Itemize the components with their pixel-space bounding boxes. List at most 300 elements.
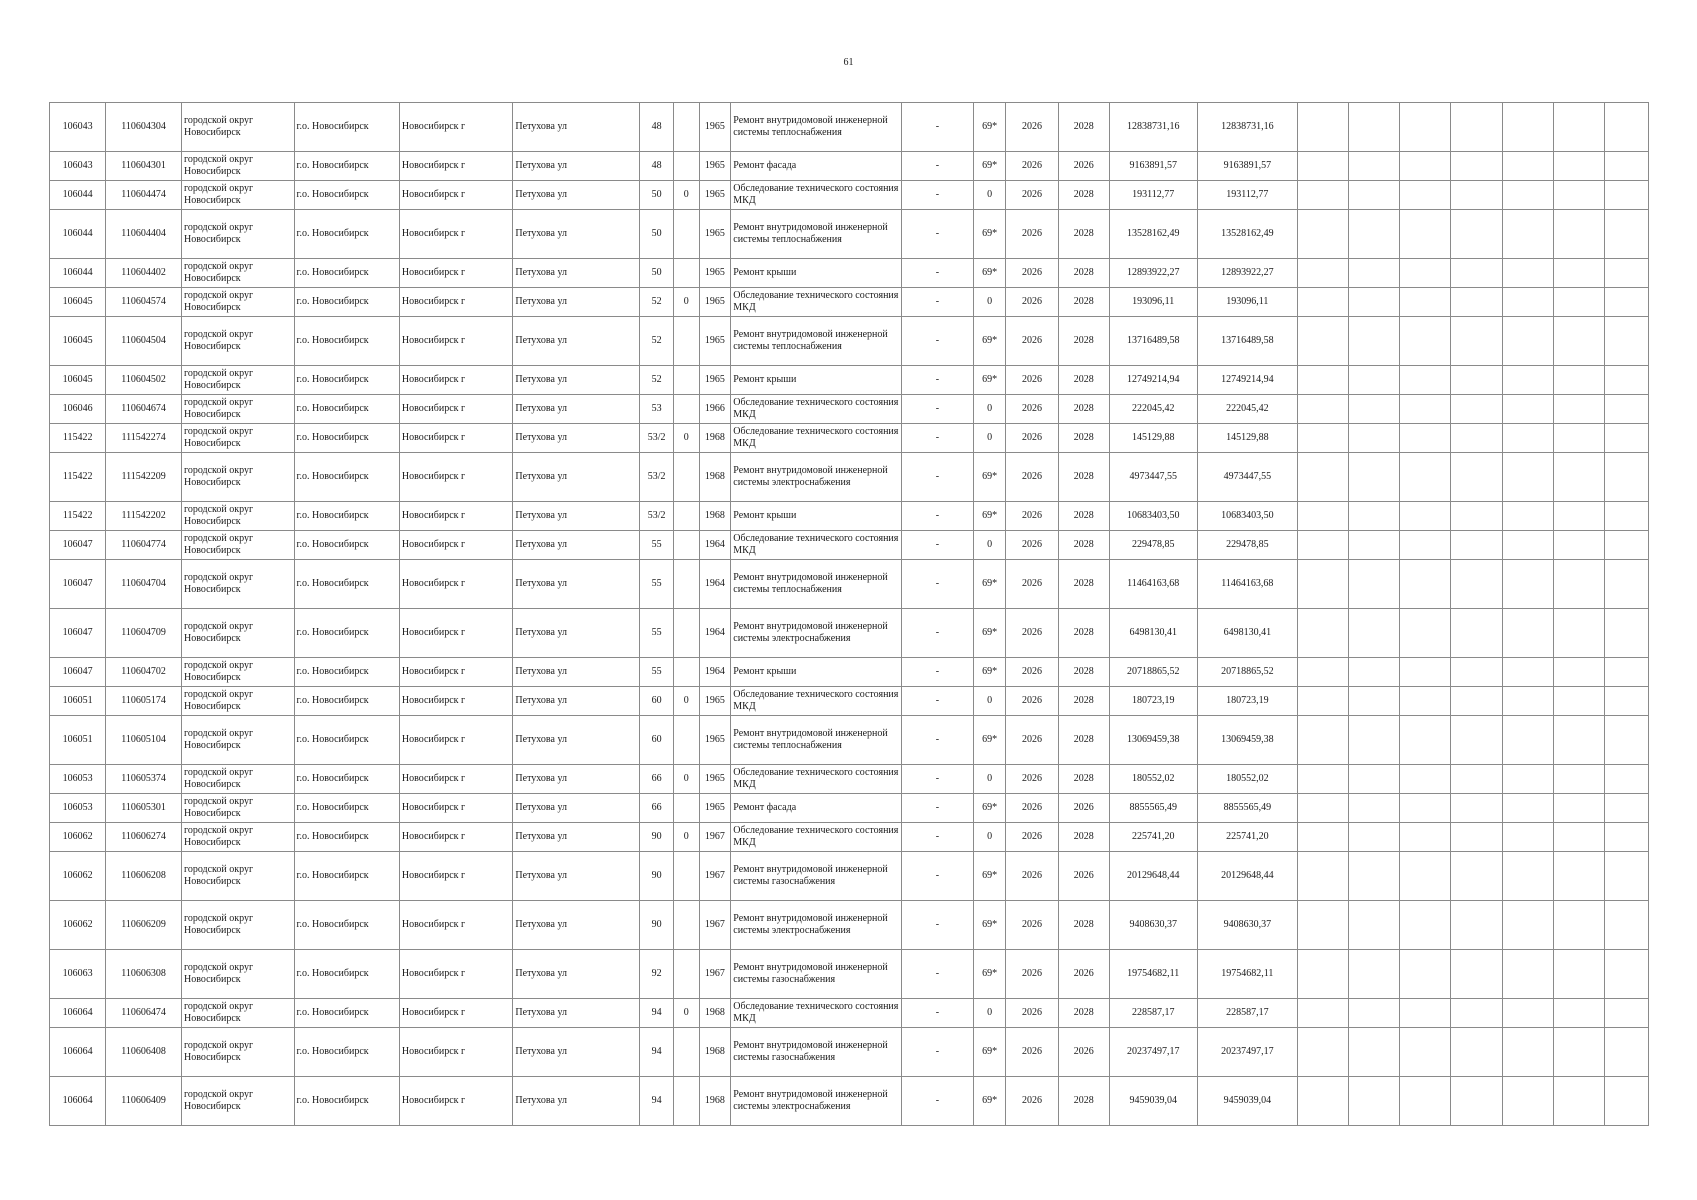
cell-municipality: городской округ Новосибирск: [181, 765, 294, 794]
cell-municipality: городской округ Новосибирск: [181, 609, 294, 658]
cell-dash: -: [902, 560, 974, 609]
cell-sum-fund: 11464163,68: [1197, 560, 1297, 609]
table-row: [50, 152, 1649, 181]
cell-empty: [1553, 181, 1604, 210]
cell-municipality: городской округ Новосибирск: [181, 502, 294, 531]
cell-district: г.о. Новосибирск: [294, 794, 399, 823]
cell-empty: [1297, 765, 1348, 794]
cell-empty: [1400, 152, 1451, 181]
cell-work: Ремонт внутридомовой инженерной системы теплоснабжения: [731, 103, 902, 152]
cell-year: 1964: [699, 560, 731, 609]
cell-id: 106053: [50, 765, 106, 794]
cell-sum-total: 13716489,58: [1109, 317, 1197, 366]
cell-empty: [1553, 259, 1604, 288]
cell-dash: -: [902, 502, 974, 531]
cell-district: г.о. Новосибирск: [294, 609, 399, 658]
cell-empty: [1502, 395, 1553, 424]
cell-sum-total: 12838731,16: [1109, 103, 1197, 152]
cell-district: г.о. Новосибирск: [294, 1028, 399, 1077]
cell-sum-fund: 12893922,27: [1197, 259, 1297, 288]
cell-work: Ремонт внутридомовой инженерной системы газоснабжения: [731, 1028, 902, 1077]
table-row: [50, 210, 1649, 259]
cell-municipality: городской округ Новосибирск: [181, 152, 294, 181]
cell-building: 0: [674, 999, 700, 1028]
cell-empty: [1451, 453, 1502, 502]
cell-empty: [1297, 823, 1348, 852]
cell-year: 1964: [699, 531, 731, 560]
cell-empty: [1502, 1028, 1553, 1077]
cell-empty: [1297, 210, 1348, 259]
cell-end: 2028: [1058, 823, 1109, 852]
cell-sum-fund: 20129648,44: [1197, 852, 1297, 901]
cell-end: 2028: [1058, 687, 1109, 716]
cell-empty: [1502, 288, 1553, 317]
cell-house: 53: [640, 395, 674, 424]
cell-year: 1968: [699, 453, 731, 502]
cell-building: [674, 502, 700, 531]
cell-start: 2026: [1006, 716, 1058, 765]
cell-start: 2026: [1006, 950, 1058, 999]
cell-city: Новосибирск г: [399, 424, 513, 453]
cell-empty: [1451, 560, 1502, 609]
cell-city: Новосибирск г: [399, 317, 513, 366]
cell-empty: [1502, 259, 1553, 288]
cell-end: 2028: [1058, 502, 1109, 531]
cell-empty: [1349, 531, 1400, 560]
cell-id: 106044: [50, 210, 106, 259]
cell-empty: [1451, 317, 1502, 366]
cell-empty: [1451, 259, 1502, 288]
cell-building: 0: [674, 424, 700, 453]
cell-street: Петухова ул: [513, 259, 640, 288]
cell-dash: -: [902, 395, 974, 424]
cell-sum-fund: 145129,88: [1197, 424, 1297, 453]
cell-mark: 0: [973, 823, 1006, 852]
cell-building: [674, 901, 700, 950]
cell-empty: [1400, 288, 1451, 317]
cell-dash: -: [902, 609, 974, 658]
cell-end: 2026: [1058, 1028, 1109, 1077]
cell-mark: 69*: [973, 852, 1006, 901]
cell-code: 110604301: [106, 152, 182, 181]
table-row: [50, 560, 1649, 609]
cell-district: г.о. Новосибирск: [294, 259, 399, 288]
cell-sum-fund: 225741,20: [1197, 823, 1297, 852]
cell-municipality: городской округ Новосибирск: [181, 103, 294, 152]
cell-id: 106051: [50, 687, 106, 716]
cell-city: Новосибирск г: [399, 658, 513, 687]
cell-code: 110606308: [106, 950, 182, 999]
cell-empty: [1502, 716, 1553, 765]
cell-district: г.о. Новосибирск: [294, 901, 399, 950]
cell-district: г.о. Новосибирск: [294, 823, 399, 852]
cell-mark: 69*: [973, 366, 1006, 395]
cell-sum-total: 6498130,41: [1109, 609, 1197, 658]
cell-sum-total: 11464163,68: [1109, 560, 1197, 609]
cell-empty: [1349, 395, 1400, 424]
cell-empty: [1297, 395, 1348, 424]
cell-id: 115422: [50, 502, 106, 531]
cell-end: 2028: [1058, 453, 1109, 502]
cell-street: Петухова ул: [513, 288, 640, 317]
cell-empty: [1297, 531, 1348, 560]
cell-empty: [1297, 999, 1348, 1028]
cell-id: 106064: [50, 1077, 106, 1126]
cell-empty: [1349, 288, 1400, 317]
cell-code: 110605104: [106, 716, 182, 765]
cell-empty: [1451, 658, 1502, 687]
cell-empty: [1297, 1077, 1348, 1126]
cell-work: Ремонт внутридомовой инженерной системы электроснабжения: [731, 453, 902, 502]
cell-year: 1965: [699, 152, 731, 181]
cell-municipality: городской округ Новосибирск: [181, 1028, 294, 1077]
cell-empty: [1604, 823, 1648, 852]
cell-start: 2026: [1006, 181, 1058, 210]
cell-municipality: городской округ Новосибирск: [181, 424, 294, 453]
cell-empty: [1451, 210, 1502, 259]
cell-municipality: городской округ Новосибирск: [181, 395, 294, 424]
cell-dash: -: [902, 1077, 974, 1126]
cell-city: Новосибирск г: [399, 152, 513, 181]
cell-empty: [1502, 560, 1553, 609]
cell-empty: [1297, 609, 1348, 658]
cell-empty: [1451, 687, 1502, 716]
cell-sum-fund: 9163891,57: [1197, 152, 1297, 181]
cell-start: 2026: [1006, 453, 1058, 502]
cell-code: 110604774: [106, 531, 182, 560]
cell-start: 2026: [1006, 794, 1058, 823]
cell-mark: 69*: [973, 259, 1006, 288]
cell-dash: -: [902, 823, 974, 852]
cell-house: 48: [640, 103, 674, 152]
cell-city: Новосибирск г: [399, 395, 513, 424]
table-row: [50, 366, 1649, 395]
cell-empty: [1451, 395, 1502, 424]
cell-empty: [1502, 531, 1553, 560]
cell-street: Петухова ул: [513, 181, 640, 210]
cell-house: 90: [640, 901, 674, 950]
cell-id: 106045: [50, 317, 106, 366]
cell-mark: 0: [973, 288, 1006, 317]
cell-street: Петухова ул: [513, 794, 640, 823]
cell-empty: [1451, 794, 1502, 823]
cell-district: г.о. Новосибирск: [294, 502, 399, 531]
cell-empty: [1604, 181, 1648, 210]
cell-empty: [1553, 823, 1604, 852]
cell-building: [674, 609, 700, 658]
cell-year: 1965: [699, 794, 731, 823]
cell-empty: [1400, 531, 1451, 560]
cell-empty: [1297, 259, 1348, 288]
cell-house: 90: [640, 823, 674, 852]
cell-sum-fund: 13716489,58: [1197, 317, 1297, 366]
cell-city: Новосибирск г: [399, 687, 513, 716]
cell-empty: [1451, 366, 1502, 395]
cell-empty: [1297, 288, 1348, 317]
cell-dash: -: [902, 152, 974, 181]
cell-house: 50: [640, 259, 674, 288]
cell-sum-fund: 12749214,94: [1197, 366, 1297, 395]
cell-municipality: городской округ Новосибирск: [181, 210, 294, 259]
cell-code: 110604404: [106, 210, 182, 259]
cell-mark: 69*: [973, 609, 1006, 658]
cell-year: 1965: [699, 288, 731, 317]
cell-empty: [1451, 901, 1502, 950]
cell-empty: [1349, 609, 1400, 658]
cell-empty: [1604, 901, 1648, 950]
cell-start: 2026: [1006, 658, 1058, 687]
cell-empty: [1502, 424, 1553, 453]
cell-work: Ремонт внутридомовой инженерной системы теплоснабжения: [731, 210, 902, 259]
cell-building: [674, 560, 700, 609]
cell-sum-fund: 20718865,52: [1197, 658, 1297, 687]
cell-dash: -: [902, 366, 974, 395]
cell-year: 1967: [699, 823, 731, 852]
cell-empty: [1400, 852, 1451, 901]
cell-house: 50: [640, 181, 674, 210]
cell-empty: [1451, 424, 1502, 453]
cell-mark: 69*: [973, 716, 1006, 765]
cell-sum-total: 13069459,38: [1109, 716, 1197, 765]
cell-empty: [1400, 1077, 1451, 1126]
cell-municipality: городской округ Новосибирск: [181, 658, 294, 687]
cell-empty: [1553, 152, 1604, 181]
cell-municipality: городской округ Новосибирск: [181, 366, 294, 395]
cell-dash: -: [902, 1028, 974, 1077]
cell-empty: [1502, 1077, 1553, 1126]
cell-empty: [1349, 950, 1400, 999]
cell-empty: [1400, 901, 1451, 950]
cell-code: 110604474: [106, 181, 182, 210]
table-body: [50, 103, 1649, 1126]
cell-building: [674, 152, 700, 181]
cell-street: Петухова ул: [513, 716, 640, 765]
cell-empty: [1553, 395, 1604, 424]
cell-sum-total: 20718865,52: [1109, 658, 1197, 687]
table-row: [50, 181, 1649, 210]
cell-municipality: городской округ Новосибирск: [181, 453, 294, 502]
cell-mark: 69*: [973, 658, 1006, 687]
cell-municipality: городской округ Новосибирск: [181, 823, 294, 852]
cell-empty: [1451, 999, 1502, 1028]
cell-house: 60: [640, 716, 674, 765]
cell-empty: [1604, 395, 1648, 424]
cell-municipality: городской округ Новосибирск: [181, 999, 294, 1028]
cell-empty: [1297, 716, 1348, 765]
table-row: [50, 901, 1649, 950]
cell-city: Новосибирск г: [399, 366, 513, 395]
cell-year: 1966: [699, 395, 731, 424]
cell-id: 106045: [50, 366, 106, 395]
cell-city: Новосибирск г: [399, 453, 513, 502]
table-row: [50, 950, 1649, 999]
cell-code: 110605374: [106, 765, 182, 794]
cell-year: 1965: [699, 103, 731, 152]
cell-empty: [1349, 502, 1400, 531]
cell-work: Обследование технического состояния МКД: [731, 395, 902, 424]
cell-house: 94: [640, 999, 674, 1028]
cell-work: Ремонт внутридомовой инженерной системы газоснабжения: [731, 852, 902, 901]
cell-empty: [1502, 658, 1553, 687]
cell-empty: [1297, 852, 1348, 901]
cell-empty: [1502, 823, 1553, 852]
cell-sum-total: 180723,19: [1109, 687, 1197, 716]
cell-empty: [1553, 999, 1604, 1028]
cell-house: 48: [640, 152, 674, 181]
cell-mark: 69*: [973, 1028, 1006, 1077]
cell-start: 2026: [1006, 317, 1058, 366]
cell-empty: [1553, 424, 1604, 453]
cell-empty: [1604, 999, 1648, 1028]
cell-code: 110606274: [106, 823, 182, 852]
cell-empty: [1451, 823, 1502, 852]
cell-code: 110605174: [106, 687, 182, 716]
cell-empty: [1451, 1077, 1502, 1126]
cell-empty: [1451, 852, 1502, 901]
cell-sum-fund: 20237497,17: [1197, 1028, 1297, 1077]
table-row: [50, 794, 1649, 823]
cell-year: 1965: [699, 716, 731, 765]
cell-start: 2026: [1006, 259, 1058, 288]
cell-end: 2026: [1058, 950, 1109, 999]
cell-dash: -: [902, 716, 974, 765]
cell-id: 106047: [50, 560, 106, 609]
cell-dash: -: [902, 531, 974, 560]
cell-dash: -: [902, 103, 974, 152]
cell-dash: -: [902, 950, 974, 999]
cell-district: г.о. Новосибирск: [294, 560, 399, 609]
cell-start: 2026: [1006, 103, 1058, 152]
cell-district: г.о. Новосибирск: [294, 366, 399, 395]
cell-dash: -: [902, 453, 974, 502]
cell-empty: [1604, 152, 1648, 181]
cell-city: Новосибирск г: [399, 103, 513, 152]
cell-city: Новосибирск г: [399, 259, 513, 288]
cell-end: 2026: [1058, 152, 1109, 181]
cell-city: Новосибирск г: [399, 288, 513, 317]
cell-empty: [1451, 531, 1502, 560]
cell-mark: 69*: [973, 502, 1006, 531]
cell-city: Новосибирск г: [399, 210, 513, 259]
cell-work: Ремонт крыши: [731, 502, 902, 531]
cell-empty: [1502, 152, 1553, 181]
cell-empty: [1400, 103, 1451, 152]
cell-empty: [1349, 823, 1400, 852]
cell-house: 53/2: [640, 453, 674, 502]
cell-start: 2026: [1006, 152, 1058, 181]
cell-end: 2028: [1058, 999, 1109, 1028]
cell-empty: [1502, 609, 1553, 658]
cell-district: г.о. Новосибирск: [294, 852, 399, 901]
cell-district: г.о. Новосибирск: [294, 210, 399, 259]
cell-building: 0: [674, 765, 700, 794]
cell-house: 66: [640, 765, 674, 794]
cell-empty: [1553, 609, 1604, 658]
cell-id: 115422: [50, 453, 106, 502]
cell-house: 94: [640, 1077, 674, 1126]
cell-district: г.о. Новосибирск: [294, 317, 399, 366]
cell-sum-total: 9163891,57: [1109, 152, 1197, 181]
cell-start: 2026: [1006, 999, 1058, 1028]
cell-empty: [1297, 950, 1348, 999]
table-row: [50, 453, 1649, 502]
cell-start: 2026: [1006, 210, 1058, 259]
cell-city: Новосибирск г: [399, 609, 513, 658]
cell-district: г.о. Новосибирск: [294, 716, 399, 765]
cell-end: 2026: [1058, 852, 1109, 901]
cell-city: Новосибирск г: [399, 823, 513, 852]
cell-empty: [1349, 901, 1400, 950]
cell-empty: [1553, 658, 1604, 687]
cell-empty: [1349, 687, 1400, 716]
cell-year: 1964: [699, 658, 731, 687]
cell-sum-fund: 193112,77: [1197, 181, 1297, 210]
cell-year: 1967: [699, 901, 731, 950]
cell-empty: [1553, 901, 1604, 950]
cell-start: 2026: [1006, 609, 1058, 658]
cell-empty: [1297, 424, 1348, 453]
cell-sum-total: 9459039,04: [1109, 1077, 1197, 1126]
cell-house: 52: [640, 288, 674, 317]
page-number: 61: [843, 57, 854, 68]
cell-empty: [1502, 502, 1553, 531]
cell-dash: -: [902, 794, 974, 823]
cell-dash: -: [902, 658, 974, 687]
cell-building: [674, 716, 700, 765]
cell-empty: [1604, 453, 1648, 502]
cell-empty: [1502, 794, 1553, 823]
cell-empty: [1297, 453, 1348, 502]
cell-sum-fund: 229478,85: [1197, 531, 1297, 560]
cell-sum-fund: 9408630,37: [1197, 901, 1297, 950]
cell-street: Петухова ул: [513, 1077, 640, 1126]
cell-empty: [1349, 210, 1400, 259]
cell-end: 2028: [1058, 531, 1109, 560]
cell-dash: -: [902, 288, 974, 317]
cell-year: 1965: [699, 259, 731, 288]
cell-empty: [1400, 424, 1451, 453]
cell-empty: [1297, 366, 1348, 395]
cell-empty: [1604, 765, 1648, 794]
cell-end: 2028: [1058, 317, 1109, 366]
cell-mark: 0: [973, 687, 1006, 716]
cell-empty: [1502, 687, 1553, 716]
cell-mark: 0: [973, 424, 1006, 453]
cell-code: 110604704: [106, 560, 182, 609]
cell-city: Новосибирск г: [399, 716, 513, 765]
cell-building: 0: [674, 181, 700, 210]
cell-end: 2028: [1058, 288, 1109, 317]
cell-dash: -: [902, 210, 974, 259]
cell-sum-total: 228587,17: [1109, 999, 1197, 1028]
cell-code: 110606208: [106, 852, 182, 901]
cell-empty: [1400, 765, 1451, 794]
cell-district: г.о. Новосибирск: [294, 531, 399, 560]
cell-sum-fund: 8855565,49: [1197, 794, 1297, 823]
cell-empty: [1553, 852, 1604, 901]
cell-sum-total: 8855565,49: [1109, 794, 1197, 823]
cell-dash: -: [902, 317, 974, 366]
cell-empty: [1604, 687, 1648, 716]
cell-empty: [1502, 181, 1553, 210]
cell-year: 1965: [699, 687, 731, 716]
cell-id: 106047: [50, 658, 106, 687]
cell-empty: [1451, 181, 1502, 210]
table-row: [50, 103, 1649, 152]
cell-building: [674, 950, 700, 999]
cell-id: 106047: [50, 531, 106, 560]
cell-dash: -: [902, 901, 974, 950]
